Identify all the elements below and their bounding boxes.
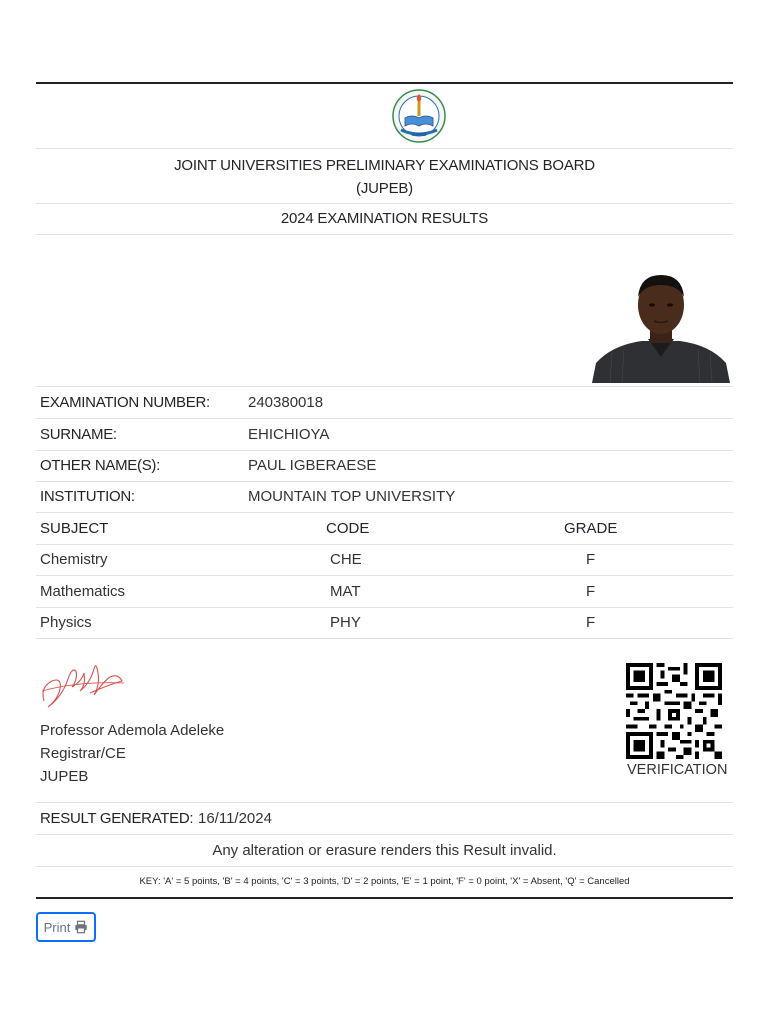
exam-title: 2024 EXAMINATION RESULTS <box>36 204 733 235</box>
subject-header: SUBJECT <box>40 520 109 537</box>
svg-text:JUPEB: JUPEB <box>411 132 427 137</box>
signature-row <box>36 639 733 803</box>
institution-label: INSTITUTION: <box>40 488 135 505</box>
board-name: JOINT UNIVERSITIES PRELIMINARY EXAMINATIONS BOARD <box>174 157 595 174</box>
registrar-signature <box>38 651 128 713</box>
result-generated-label: RESULT GENERATED: <box>40 810 194 827</box>
grade-header: GRADE <box>564 520 618 537</box>
code-cell: CHE <box>330 551 362 568</box>
other-names-row <box>36 450 733 482</box>
exam-number-value: 240380018 <box>248 394 324 411</box>
other-names-value: PAUL IGBERAESE <box>248 457 377 474</box>
print-button-label: Print <box>43 919 71 935</box>
signatory-org: JUPEB <box>40 768 89 785</box>
table-row <box>36 576 733 608</box>
board-title <box>36 149 733 204</box>
board-abbr: (JUPEB) <box>356 180 413 197</box>
code-cell: MAT <box>330 583 361 600</box>
grade-cell: F <box>586 614 596 631</box>
logo-row <box>36 84 733 149</box>
institution-row <box>36 481 733 513</box>
table-row <box>36 607 733 639</box>
verification-label: VERIFICATION <box>627 762 728 778</box>
signatory-title: Registrar/CE <box>40 745 126 762</box>
exam-number-row <box>36 387 733 419</box>
signatory-name: Professor Ademola Adeleke <box>40 722 225 739</box>
exam-number-label: EXAMINATION NUMBER: <box>40 394 210 411</box>
code-cell: PHY <box>330 614 361 631</box>
print-button[interactable] <box>36 912 96 942</box>
verification-qr-code <box>626 663 722 759</box>
signatory-block <box>40 719 224 788</box>
table-row <box>36 544 733 576</box>
results-header-row <box>36 513 733 545</box>
bottom-rule <box>36 897 733 899</box>
code-header: CODE <box>326 520 370 537</box>
surname-row <box>36 419 733 451</box>
jupeb-logo <box>391 88 447 144</box>
printer-icon <box>74 920 88 934</box>
photo-row <box>36 235 733 387</box>
alteration-warning: Any alteration or erasure renders this Result invalid. <box>36 835 733 867</box>
surname-value: EHICHIOYA <box>248 426 330 443</box>
subject-cell: Mathematics <box>40 583 126 600</box>
surname-label: SURNAME: <box>40 426 117 443</box>
grade-cell: F <box>586 551 596 568</box>
subject-cell: Chemistry <box>40 551 108 568</box>
grade-cell: F <box>586 583 596 600</box>
institution-value: MOUNTAIN TOP UNIVERSITY <box>248 488 456 505</box>
grade-key: KEY: 'A' = 5 points, 'B' = 4 points, 'C' = 3 points, 'D' = 2 points, 'E' = 1 point, 'F' = 0 point, 'X' = Absent, 'Q' = Cancelled <box>139 876 630 887</box>
result-generated-row <box>36 803 733 835</box>
result-generated-date: 16/11/2024 <box>198 810 272 827</box>
subject-cell: Physics <box>40 614 92 631</box>
candidate-photo <box>592 263 730 383</box>
other-names-label: OTHER NAME(S): <box>40 457 160 474</box>
